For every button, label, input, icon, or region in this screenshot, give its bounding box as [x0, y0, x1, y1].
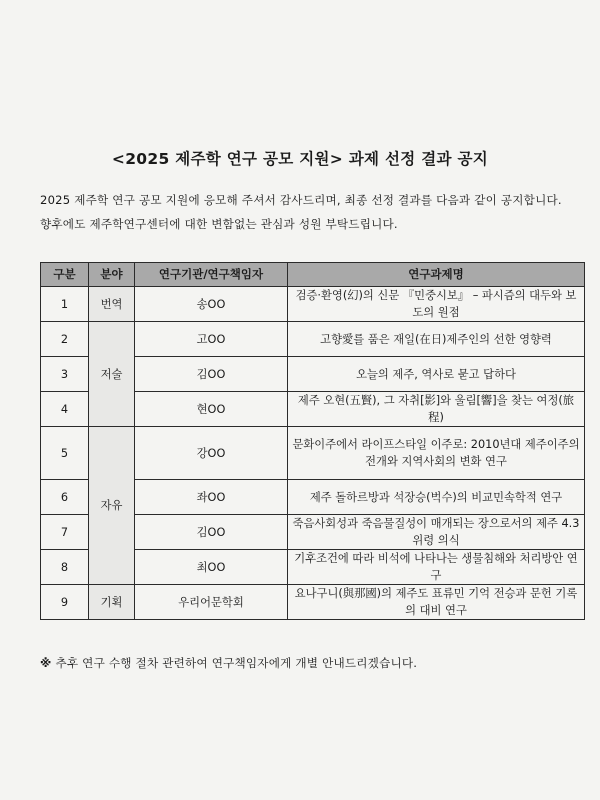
researcher-cell: 송OO	[135, 287, 288, 322]
results-table	[40, 262, 585, 620]
topic-cell: 오늘의 제주, 역사로 묻고 답하다	[288, 357, 585, 392]
table-row	[41, 427, 585, 480]
table-row	[41, 585, 585, 620]
reference-mark: ※	[40, 656, 52, 670]
header-category: 구분	[41, 263, 89, 287]
researcher-cell: 우리어문학회	[135, 585, 288, 620]
table-header-row	[41, 263, 585, 287]
row-number: 7	[41, 515, 89, 550]
row-number: 2	[41, 322, 89, 357]
topic-cell: 고향愛를 품은 재일(在日)제주인의 선한 영향력	[288, 322, 585, 357]
header-topic: 연구과제명	[288, 263, 585, 287]
researcher-cell: 최OO	[135, 550, 288, 585]
topic-cell: 문화이주에서 라이프스타일 이주로: 2010년대 제주이주의 전개와 지역사회의 변화 연구	[288, 427, 585, 480]
field-planning: 기획	[89, 585, 135, 620]
row-number: 5	[41, 427, 89, 480]
table-row	[41, 287, 585, 322]
topic-cell: 기후조건에 따라 비석에 나타나는 생물침해와 처리방안 연구	[288, 550, 585, 585]
row-number: 3	[41, 357, 89, 392]
researcher-cell: 김OO	[135, 357, 288, 392]
row-number: 8	[41, 550, 89, 585]
header-researcher: 연구기관/연구책임자	[135, 263, 288, 287]
row-number: 4	[41, 392, 89, 427]
researcher-cell: 강OO	[135, 427, 288, 480]
field-writing: 저술	[89, 322, 135, 427]
topic-cell: 제주 돌하르방과 석장승(벅수)의 비교민속학적 연구	[288, 480, 585, 515]
row-number: 9	[41, 585, 89, 620]
row-number: 6	[41, 480, 89, 515]
footnote-text: 추후 연구 수행 절차 관련하여 연구책임자에게 개별 안내드리겠습니다.	[55, 656, 418, 670]
topic-cell: 요나구니(與那國)의 제주도 표류민 기억 전승과 문헌 기록의 대비 연구	[288, 585, 585, 620]
row-number: 1	[41, 287, 89, 322]
header-field: 분야	[89, 263, 135, 287]
researcher-cell: 김OO	[135, 515, 288, 550]
field-free: 자유	[89, 427, 135, 585]
intro-paragraph: 2025 제주학 연구 공모 지원에 응모해 주셔서 감사드리며, 최종 선정 결과를 다음과 같이 공지합니다. 향후에도 제주학연구센터에 대한 변함없는 관심과 성원 부탁드립니다.	[40, 193, 562, 231]
table-row	[41, 322, 585, 357]
topic-cell: 검증·환영(幻)의 신문 『민중시보』 – 파시즘의 대두와 보도의 원점	[288, 287, 585, 322]
topic-cell: 죽음사회성과 죽음물질성이 매개되는 장으로서의 제주 4.3 위령 의식	[288, 515, 585, 550]
researcher-cell: 고OO	[135, 322, 288, 357]
footnote	[40, 655, 580, 671]
notice-title: <2025 제주학 연구 공모 지원> 과제 선정 결과 공지	[111, 150, 489, 168]
topic-cell: 제주 오현(五賢), 그 자취[影]와 울림[響]을 찾는 여정(旅程)	[288, 392, 585, 427]
field-translation: 번역	[89, 287, 135, 322]
researcher-cell: 좌OO	[135, 480, 288, 515]
researcher-cell: 현OO	[135, 392, 288, 427]
